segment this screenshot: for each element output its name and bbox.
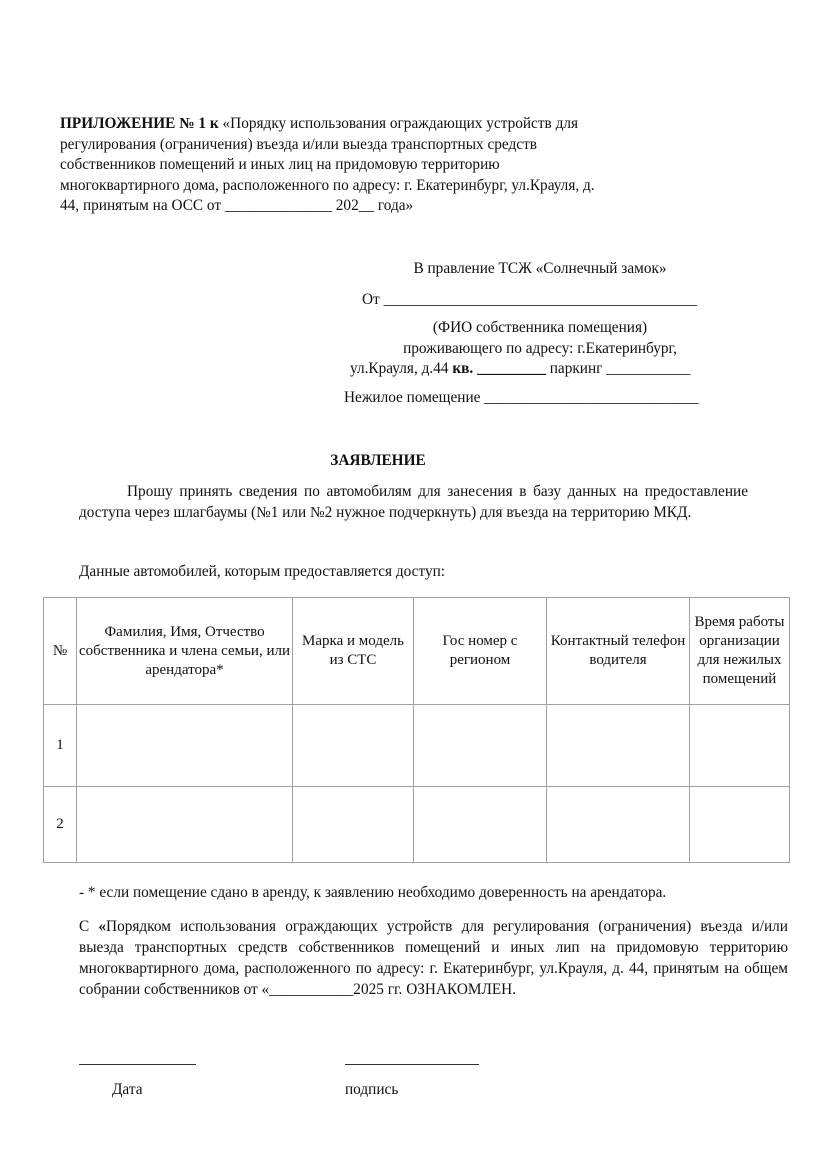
table-row: [44, 705, 790, 787]
nonresidential-row: [330, 388, 750, 409]
appendix-line-4: многоквартирного дома, расположенного по адресу: г. Екатеринбург, ул.Крауля, д.: [60, 176, 595, 194]
appendix-header: [60, 114, 670, 217]
addressee-to: В правление ТСЖ «Солнечный замок»: [413, 260, 667, 277]
appendix-line-1: «Порядку использования ограждающих устройств для: [218, 115, 579, 132]
cell-plate[interactable]: [414, 787, 547, 863]
col-model: Марка и модель из СТС: [293, 598, 414, 705]
signature-field[interactable]: [345, 1064, 479, 1065]
footnote: - * если помещение сдано в аренду, к заявлению необходимо доверенность на арендатора.: [79, 884, 667, 901]
ack-text: Порядком использования ограждающих устройств для регулирования (ограничения) въезда и/или выезда транспортных средств собственников помещений и иных лип на придомовую территорию многоквартирного дома, расположенного по адресу: г. Екатеринбург, ул.Крауля, д. 44, принятым на общем собрании собственников от «___________2025 гг. ОЗНАКОМЛЕН.: [79, 918, 788, 998]
cars-label: Данные автомобилей, которым предоставляется доступ:: [79, 563, 446, 580]
cell-fio[interactable]: [77, 787, 293, 863]
table-row: [44, 787, 790, 863]
from-row: [330, 290, 750, 311]
appendix-title: ПРИЛОЖЕНИЕ № 1 к: [60, 115, 219, 132]
nonresidential-field[interactable]: ____________________________: [484, 388, 699, 406]
apartment-field[interactable]: _________: [477, 360, 546, 377]
col-fio: Фамилия, Имя, Отчество собственника и члена семьи, или арендатора*: [77, 598, 293, 705]
ack-prefix: С: [79, 918, 99, 935]
appendix-line-2: регулирования (ограничения) въезда и/или выезда транспортных средств: [60, 135, 537, 153]
from-field[interactable]: _________________________________________: [383, 290, 698, 308]
fio-caption: (ФИО собственника помещения): [432, 319, 648, 336]
signature-label: подпись: [345, 1081, 399, 1098]
apartment-row: [330, 359, 750, 380]
cell-phone[interactable]: [547, 705, 690, 787]
statement-text: Прошу принять сведения по автомобилям для занесения в базу данных на предоставление доступа через шлагбаумы (№1 или №2 нужное подчеркнуть) для въезда на территорию МКД.: [79, 483, 748, 521]
col-plate: Гос номер с регионом: [414, 598, 547, 705]
cell-model[interactable]: [293, 787, 414, 863]
cell-phone[interactable]: [547, 787, 690, 863]
nonresidential-label: Нежилое помещение: [344, 388, 481, 406]
date-field[interactable]: [79, 1064, 196, 1065]
row-number: 1: [44, 705, 77, 787]
cell-plate[interactable]: [414, 705, 547, 787]
cell-hours[interactable]: [690, 705, 790, 787]
from-label: От: [362, 290, 380, 308]
appendix-line-3: собственников помещений и иных лиц на придомовую территорию: [60, 156, 500, 173]
cell-hours[interactable]: [690, 787, 790, 863]
cars-table: [43, 597, 790, 863]
appendix-line-5: 44, принятым на ОСС от ______________ 202__ года»: [60, 197, 414, 214]
date-label: Дата: [112, 1081, 143, 1098]
statement-body: [79, 482, 748, 523]
cell-model[interactable]: [293, 705, 414, 787]
statement-title: ЗАЯВЛЕНИЕ: [330, 452, 426, 469]
cell-fio[interactable]: [77, 705, 293, 787]
col-number: №: [44, 598, 77, 705]
ack-quote: «: [98, 918, 107, 935]
parking-field[interactable]: ___________: [606, 360, 691, 377]
residing-address: проживающего по адресу: г.Екатеринбург,: [403, 339, 677, 357]
addressee-block: [330, 259, 750, 408]
col-phone: Контактный телефон водителя: [547, 598, 690, 705]
col-hours: Время работы организации для нежилых помещений: [690, 598, 790, 705]
apartment-label: кв.: [452, 360, 474, 377]
table-header-row: [44, 598, 790, 705]
row-number: 2: [44, 787, 77, 863]
parking-label: паркинг: [549, 360, 603, 377]
street-label: ул.Крауля, д.44: [350, 360, 449, 377]
acknowledgement: [79, 916, 788, 1000]
